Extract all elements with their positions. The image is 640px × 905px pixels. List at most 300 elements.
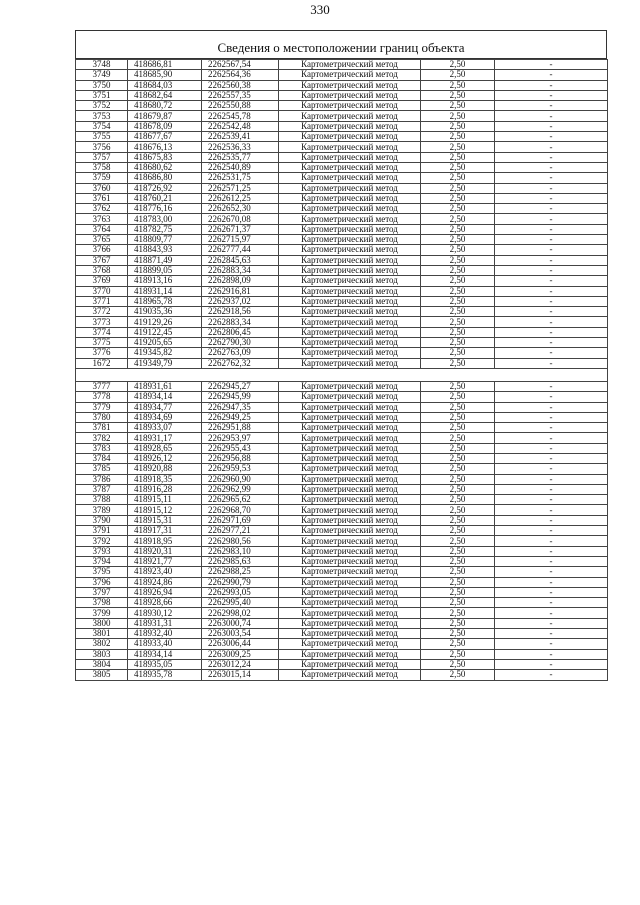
accuracy-cell: 2,50 [421, 286, 495, 296]
accuracy-cell: 2,50 [421, 577, 495, 587]
accuracy-cell: 2,50 [421, 484, 495, 494]
point-number-cell: 3768 [76, 265, 128, 275]
method-cell: Картометрический метод [279, 235, 421, 245]
accuracy-cell: 2,50 [421, 618, 495, 628]
section-separator-row [76, 368, 608, 381]
table-row [76, 327, 608, 337]
y-coordinate-cell: 2262806,45 [202, 327, 279, 337]
point-number-cell: 3757 [76, 152, 128, 162]
method-cell: Картометрический метод [279, 121, 421, 131]
description-cell: - [495, 546, 608, 556]
y-coordinate-cell: 2262536,33 [202, 142, 279, 152]
description-cell: - [495, 618, 608, 628]
description-cell: - [495, 90, 608, 100]
x-coordinate-cell: 418899,05 [128, 265, 202, 275]
y-coordinate-cell: 2262564,36 [202, 70, 279, 80]
accuracy-cell: 2,50 [421, 536, 495, 546]
description-cell: - [495, 142, 608, 152]
description-cell: - [495, 515, 608, 525]
description-cell: - [495, 474, 608, 484]
x-coordinate-cell: 418933,07 [128, 423, 202, 433]
method-cell: Картометрический метод [279, 484, 421, 494]
description-cell: - [495, 204, 608, 214]
y-coordinate-cell: 2262965,62 [202, 495, 279, 505]
description-cell: - [495, 505, 608, 515]
point-number-cell: 1672 [76, 358, 128, 368]
x-coordinate-cell: 418682,64 [128, 90, 202, 100]
x-coordinate-cell: 418680,72 [128, 101, 202, 111]
accuracy-cell: 2,50 [421, 255, 495, 265]
method-cell: Картометрический метод [279, 265, 421, 275]
y-coordinate-cell: 2263006,44 [202, 639, 279, 649]
accuracy-cell: 2,50 [421, 245, 495, 255]
table-row [76, 193, 608, 203]
table-row [76, 245, 608, 255]
x-coordinate-cell: 419035,36 [128, 307, 202, 317]
method-cell: Картометрический метод [279, 132, 421, 142]
method-cell: Картометрический метод [279, 224, 421, 234]
method-cell: Картометрический метод [279, 495, 421, 505]
point-number-cell: 3800 [76, 618, 128, 628]
point-number-cell: 3797 [76, 587, 128, 597]
x-coordinate-cell: 418678,09 [128, 121, 202, 131]
table-row [76, 296, 608, 306]
description-cell: - [495, 495, 608, 505]
accuracy-cell: 2,50 [421, 392, 495, 402]
accuracy-cell: 2,50 [421, 276, 495, 286]
table-row [76, 567, 608, 577]
x-coordinate-cell: 418934,14 [128, 392, 202, 402]
x-coordinate-cell: 418930,12 [128, 608, 202, 618]
accuracy-cell: 2,50 [421, 464, 495, 474]
x-coordinate-cell: 418926,12 [128, 453, 202, 463]
point-number-cell: 3749 [76, 70, 128, 80]
point-number-cell: 3751 [76, 90, 128, 100]
accuracy-cell: 2,50 [421, 121, 495, 131]
table-row [76, 453, 608, 463]
x-coordinate-cell: 418675,83 [128, 152, 202, 162]
y-coordinate-cell: 2262883,34 [202, 265, 279, 275]
method-cell: Картометрический метод [279, 245, 421, 255]
y-coordinate-cell: 2262918,56 [202, 307, 279, 317]
description-cell: - [495, 327, 608, 337]
method-cell: Картометрический метод [279, 307, 421, 317]
accuracy-cell: 2,50 [421, 80, 495, 90]
method-cell: Картометрический метод [279, 598, 421, 608]
x-coordinate-cell: 418776,16 [128, 204, 202, 214]
accuracy-cell: 2,50 [421, 639, 495, 649]
y-coordinate-cell: 2262531,75 [202, 173, 279, 183]
point-number-cell: 3760 [76, 183, 128, 193]
y-coordinate-cell: 2262777,44 [202, 245, 279, 255]
table-row [76, 358, 608, 368]
accuracy-cell: 2,50 [421, 265, 495, 275]
point-number-cell: 3770 [76, 286, 128, 296]
table-row [76, 443, 608, 453]
x-coordinate-cell: 418924,86 [128, 577, 202, 587]
y-coordinate-cell: 2262945,27 [202, 381, 279, 391]
table-row [76, 111, 608, 121]
x-coordinate-cell: 418935,05 [128, 659, 202, 669]
method-cell: Картометрический метод [279, 90, 421, 100]
method-cell: Картометрический метод [279, 348, 421, 358]
page-number: 330 [310, 2, 330, 17]
accuracy-cell: 2,50 [421, 629, 495, 639]
table-row [76, 276, 608, 286]
point-number-cell: 3798 [76, 598, 128, 608]
x-coordinate-cell: 418965,78 [128, 296, 202, 306]
table-row [76, 121, 608, 131]
point-number-cell: 3781 [76, 423, 128, 433]
x-coordinate-cell: 418920,88 [128, 464, 202, 474]
method-cell: Картометрический метод [279, 453, 421, 463]
separator-cell [76, 368, 608, 381]
table-row [76, 659, 608, 669]
table-row [76, 649, 608, 659]
method-cell: Картометрический метод [279, 412, 421, 422]
accuracy-cell: 2,50 [421, 670, 495, 680]
x-coordinate-cell: 418921,77 [128, 556, 202, 566]
x-coordinate-cell: 418685,90 [128, 70, 202, 80]
table-row [76, 412, 608, 422]
table-row [76, 173, 608, 183]
method-cell: Картометрический метод [279, 577, 421, 587]
y-coordinate-cell: 2262983,10 [202, 546, 279, 556]
x-coordinate-cell: 418934,69 [128, 412, 202, 422]
point-number-cell: 3754 [76, 121, 128, 131]
point-number-cell: 3769 [76, 276, 128, 286]
accuracy-cell: 2,50 [421, 235, 495, 245]
table-row [76, 464, 608, 474]
method-cell: Картометрический метод [279, 526, 421, 536]
table-row [76, 495, 608, 505]
accuracy-cell: 2,50 [421, 307, 495, 317]
table-row [76, 265, 608, 275]
table-row [76, 235, 608, 245]
y-coordinate-cell: 2262571,25 [202, 183, 279, 193]
description-cell: - [495, 639, 608, 649]
description-cell: - [495, 433, 608, 443]
y-coordinate-cell: 2262959,53 [202, 464, 279, 474]
description-cell: - [495, 464, 608, 474]
x-coordinate-cell: 418680,62 [128, 162, 202, 172]
method-cell: Картометрический метод [279, 152, 421, 162]
description-cell: - [495, 587, 608, 597]
method-cell: Картометрический метод [279, 670, 421, 680]
point-number-cell: 3792 [76, 536, 128, 546]
accuracy-cell: 2,50 [421, 453, 495, 463]
description-cell: - [495, 526, 608, 536]
x-coordinate-cell: 419205,65 [128, 338, 202, 348]
point-number-cell: 3788 [76, 495, 128, 505]
table-row [76, 598, 608, 608]
y-coordinate-cell: 2263009,25 [202, 649, 279, 659]
table-row [76, 307, 608, 317]
description-cell: - [495, 162, 608, 172]
method-cell: Картометрический метод [279, 433, 421, 443]
description-cell: - [495, 307, 608, 317]
x-coordinate-cell: 418918,95 [128, 536, 202, 546]
method-cell: Картометрический метод [279, 193, 421, 203]
point-number-cell: 3793 [76, 546, 128, 556]
accuracy-cell: 2,50 [421, 173, 495, 183]
method-cell: Картометрический метод [279, 70, 421, 80]
description-cell: - [495, 152, 608, 162]
x-coordinate-cell: 419345,82 [128, 348, 202, 358]
point-number-cell: 3750 [76, 80, 128, 90]
description-cell: - [495, 556, 608, 566]
description-cell: - [495, 608, 608, 618]
y-coordinate-cell: 2262671,37 [202, 224, 279, 234]
description-cell: - [495, 443, 608, 453]
x-coordinate-cell: 418684,03 [128, 80, 202, 90]
y-coordinate-cell: 2262567,54 [202, 60, 279, 70]
description-cell: - [495, 101, 608, 111]
description-cell: - [495, 173, 608, 183]
accuracy-cell: 2,50 [421, 152, 495, 162]
x-coordinate-cell: 418843,93 [128, 245, 202, 255]
accuracy-cell: 2,50 [421, 101, 495, 111]
table-row [76, 348, 608, 358]
x-coordinate-cell: 419122,45 [128, 327, 202, 337]
method-cell: Картометрический метод [279, 443, 421, 453]
method-cell: Картометрический метод [279, 60, 421, 70]
description-cell: - [495, 317, 608, 327]
y-coordinate-cell: 2262535,77 [202, 152, 279, 162]
accuracy-cell: 2,50 [421, 433, 495, 443]
boundary-table [75, 30, 607, 681]
method-cell: Картометрический метод [279, 556, 421, 566]
table-title: Сведения о местоположении границ объекта [75, 30, 607, 59]
accuracy-cell: 2,50 [421, 132, 495, 142]
y-coordinate-cell: 2262988,25 [202, 567, 279, 577]
y-coordinate-cell: 2263003,54 [202, 629, 279, 639]
y-coordinate-cell: 2262953,97 [202, 433, 279, 443]
x-coordinate-cell: 418782,75 [128, 224, 202, 234]
accuracy-cell: 2,50 [421, 224, 495, 234]
method-cell: Картометрический метод [279, 101, 421, 111]
point-number-cell: 3763 [76, 214, 128, 224]
accuracy-cell: 2,50 [421, 296, 495, 306]
description-cell: - [495, 235, 608, 245]
table-row [76, 214, 608, 224]
table-row [76, 515, 608, 525]
method-cell: Картометрический метод [279, 381, 421, 391]
accuracy-cell: 2,50 [421, 381, 495, 391]
method-cell: Картометрический метод [279, 255, 421, 265]
x-coordinate-cell: 418915,11 [128, 495, 202, 505]
description-cell: - [495, 193, 608, 203]
table-row [76, 608, 608, 618]
description-cell: - [495, 183, 608, 193]
description-cell: - [495, 536, 608, 546]
point-number-cell: 3771 [76, 296, 128, 306]
y-coordinate-cell: 2262993,05 [202, 587, 279, 597]
description-cell: - [495, 224, 608, 234]
point-number-cell: 3764 [76, 224, 128, 234]
point-number-cell: 3753 [76, 111, 128, 121]
point-number-cell: 3790 [76, 515, 128, 525]
y-coordinate-cell: 2262557,35 [202, 90, 279, 100]
method-cell: Картометрический метод [279, 142, 421, 152]
point-number-cell: 3794 [76, 556, 128, 566]
method-cell: Картометрический метод [279, 392, 421, 402]
point-number-cell: 3776 [76, 348, 128, 358]
description-cell: - [495, 453, 608, 463]
table-row [76, 338, 608, 348]
table-row [76, 484, 608, 494]
table-row [76, 423, 608, 433]
point-number-cell: 3791 [76, 526, 128, 536]
table-row [76, 162, 608, 172]
point-number-cell: 3785 [76, 464, 128, 474]
description-cell: - [495, 423, 608, 433]
method-cell: Картометрический метод [279, 515, 421, 525]
method-cell: Картометрический метод [279, 214, 421, 224]
x-coordinate-cell: 418934,14 [128, 649, 202, 659]
x-coordinate-cell: 418931,61 [128, 381, 202, 391]
description-cell: - [495, 402, 608, 412]
point-number-cell: 3774 [76, 327, 128, 337]
table-row [76, 474, 608, 484]
x-coordinate-cell: 418871,49 [128, 255, 202, 265]
y-coordinate-cell: 2263012,24 [202, 659, 279, 669]
table-row [76, 505, 608, 515]
y-coordinate-cell: 2262916,81 [202, 286, 279, 296]
method-cell: Картометрический метод [279, 204, 421, 214]
method-cell: Картометрический метод [279, 618, 421, 628]
table-row [76, 317, 608, 327]
accuracy-cell: 2,50 [421, 443, 495, 453]
description-cell: - [495, 338, 608, 348]
method-cell: Картометрический метод [279, 286, 421, 296]
method-cell: Картометрический метод [279, 639, 421, 649]
accuracy-cell: 2,50 [421, 556, 495, 566]
y-coordinate-cell: 2262539,41 [202, 132, 279, 142]
method-cell: Картометрический метод [279, 111, 421, 121]
method-cell: Картометрический метод [279, 317, 421, 327]
description-cell: - [495, 649, 608, 659]
table-row [76, 255, 608, 265]
accuracy-cell: 2,50 [421, 348, 495, 358]
x-coordinate-cell: 419129,26 [128, 317, 202, 327]
point-number-cell: 3802 [76, 639, 128, 649]
description-cell: - [495, 392, 608, 402]
x-coordinate-cell: 418933,40 [128, 639, 202, 649]
table-row [76, 70, 608, 80]
accuracy-cell: 2,50 [421, 608, 495, 618]
method-cell: Картометрический метод [279, 567, 421, 577]
point-number-cell: 3795 [76, 567, 128, 577]
y-coordinate-cell: 2262990,79 [202, 577, 279, 587]
description-cell: - [495, 670, 608, 680]
method-cell: Картометрический метод [279, 505, 421, 515]
table-row [76, 286, 608, 296]
accuracy-cell: 2,50 [421, 193, 495, 203]
table-row [76, 60, 608, 70]
table-row [76, 392, 608, 402]
point-number-cell: 3799 [76, 608, 128, 618]
accuracy-cell: 2,50 [421, 567, 495, 577]
y-coordinate-cell: 2262995,40 [202, 598, 279, 608]
accuracy-cell: 2,50 [421, 90, 495, 100]
method-cell: Картометрический метод [279, 296, 421, 306]
y-coordinate-cell: 2262790,30 [202, 338, 279, 348]
table-row [76, 433, 608, 443]
point-number-cell: 3765 [76, 235, 128, 245]
description-cell: - [495, 484, 608, 494]
method-cell: Картометрический метод [279, 659, 421, 669]
table-row [76, 618, 608, 628]
accuracy-cell: 2,50 [421, 526, 495, 536]
description-cell: - [495, 659, 608, 669]
y-coordinate-cell: 2262540,89 [202, 162, 279, 172]
accuracy-cell: 2,50 [421, 338, 495, 348]
description-cell: - [495, 132, 608, 142]
description-cell: - [495, 296, 608, 306]
x-coordinate-cell: 418931,17 [128, 433, 202, 443]
point-number-cell: 3752 [76, 101, 128, 111]
accuracy-cell: 2,50 [421, 587, 495, 597]
y-coordinate-cell: 2262985,63 [202, 556, 279, 566]
table-row [76, 142, 608, 152]
method-cell: Картометрический метод [279, 423, 421, 433]
description-cell: - [495, 245, 608, 255]
table-row [76, 639, 608, 649]
accuracy-cell: 2,50 [421, 204, 495, 214]
description-cell: - [495, 629, 608, 639]
description-cell: - [495, 412, 608, 422]
y-coordinate-cell: 2262652,30 [202, 204, 279, 214]
x-coordinate-cell: 418915,12 [128, 505, 202, 515]
point-number-cell: 3772 [76, 307, 128, 317]
accuracy-cell: 2,50 [421, 183, 495, 193]
x-coordinate-cell: 419349,79 [128, 358, 202, 368]
point-number-cell: 3780 [76, 412, 128, 422]
table-row [76, 90, 608, 100]
accuracy-cell: 2,50 [421, 162, 495, 172]
y-coordinate-cell: 2262715,97 [202, 235, 279, 245]
x-coordinate-cell: 418923,40 [128, 567, 202, 577]
coordinates-table [75, 59, 608, 681]
y-coordinate-cell: 2262980,56 [202, 536, 279, 546]
description-cell: - [495, 255, 608, 265]
method-cell: Картометрический метод [279, 649, 421, 659]
method-cell: Картометрический метод [279, 587, 421, 597]
accuracy-cell: 2,50 [421, 142, 495, 152]
point-number-cell: 3805 [76, 670, 128, 680]
y-coordinate-cell: 2262898,09 [202, 276, 279, 286]
x-coordinate-cell: 418926,94 [128, 587, 202, 597]
x-coordinate-cell: 418920,31 [128, 546, 202, 556]
method-cell: Картометрический метод [279, 327, 421, 337]
point-number-cell: 3786 [76, 474, 128, 484]
table-row [76, 183, 608, 193]
point-number-cell: 3759 [76, 173, 128, 183]
table-row [76, 629, 608, 639]
y-coordinate-cell: 2262762,32 [202, 358, 279, 368]
point-number-cell: 3783 [76, 443, 128, 453]
accuracy-cell: 2,50 [421, 649, 495, 659]
y-coordinate-cell: 2262968,70 [202, 505, 279, 515]
x-coordinate-cell: 418679,87 [128, 111, 202, 121]
method-cell: Картометрический метод [279, 338, 421, 348]
description-cell: - [495, 60, 608, 70]
y-coordinate-cell: 2262956,88 [202, 453, 279, 463]
method-cell: Картометрический метод [279, 474, 421, 484]
point-number-cell: 3755 [76, 132, 128, 142]
x-coordinate-cell: 418928,66 [128, 598, 202, 608]
